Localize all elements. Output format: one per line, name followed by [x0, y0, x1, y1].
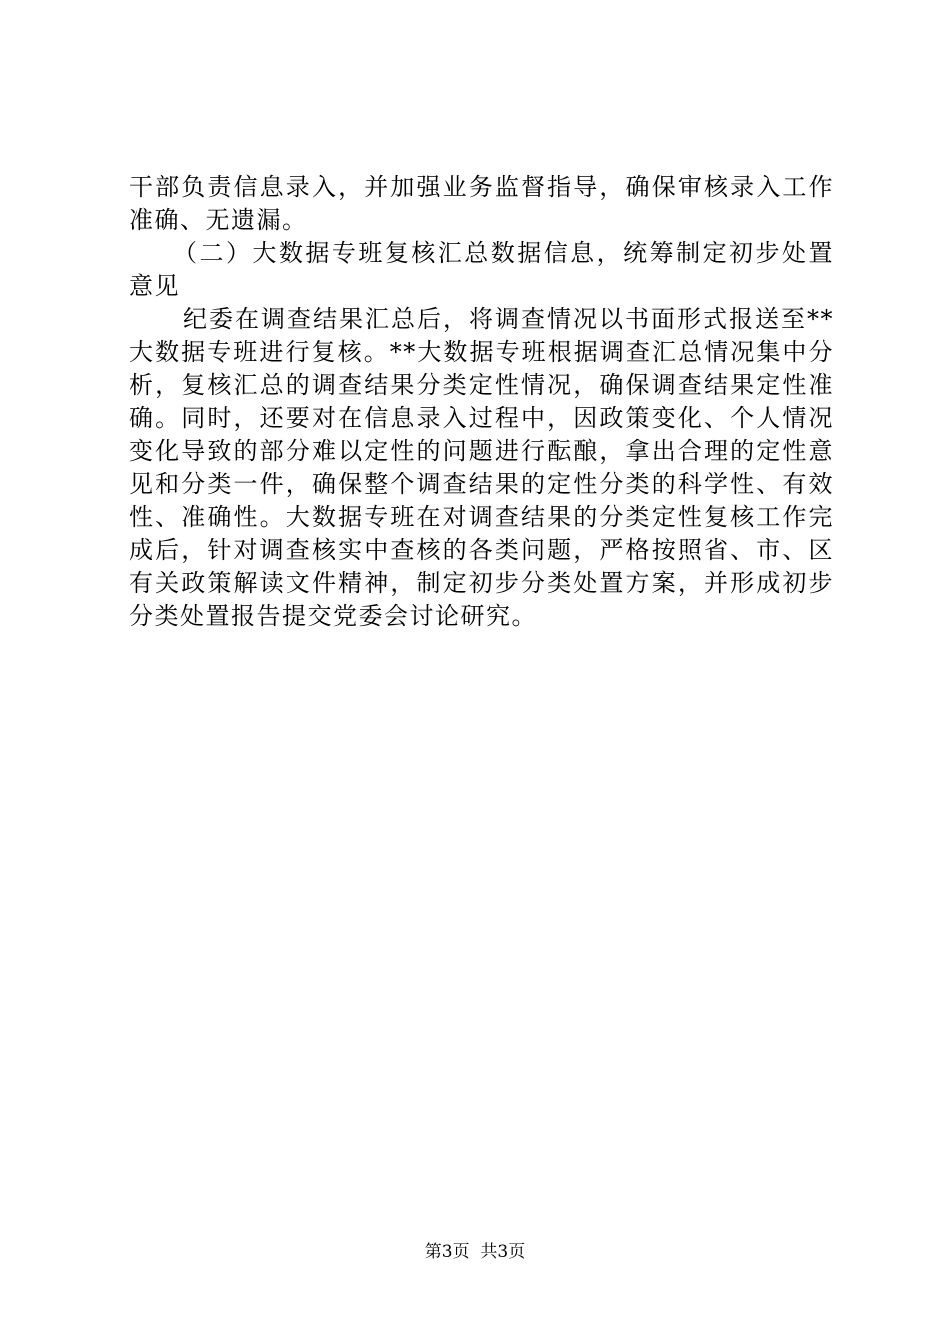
section-heading: （二）大数据专班复核汇总数据信息，统筹制定初步处置意见	[129, 239, 834, 300]
page-footer: 第3页 共3页	[424, 1242, 526, 1262]
paragraph-body: 纪委在调查结果汇总后，将调查情况以书面形式报送至**大数据专班进行复核。**大数据专班根据调查汇总情况集中分析，复核汇总的调查结果分类定性情况，确保调查结果定性准确。同时，还要对在信息录入过程中，因政策变化、个人情况变化导致的部分难以定性的问题进行酝酿，拿出合理的定性意见和分类一件，确保整个调查结果的定性分类的科学性、有效性、准确性。大数据专班在对调查结果的分类定性复核工作完成后，针对调查核实中查核的各类问题，严格按照省、市、区有关政策解读文件精神，制定初步分类处置方案，并形成初步分类处置报告提交党委会讨论研究。	[129, 305, 834, 630]
document-body	[129, 171, 834, 633]
paragraph-continuation: 干部负责信息录入，并加强业务监督指导，确保审核录入工作准确、无遗漏。	[129, 173, 834, 234]
